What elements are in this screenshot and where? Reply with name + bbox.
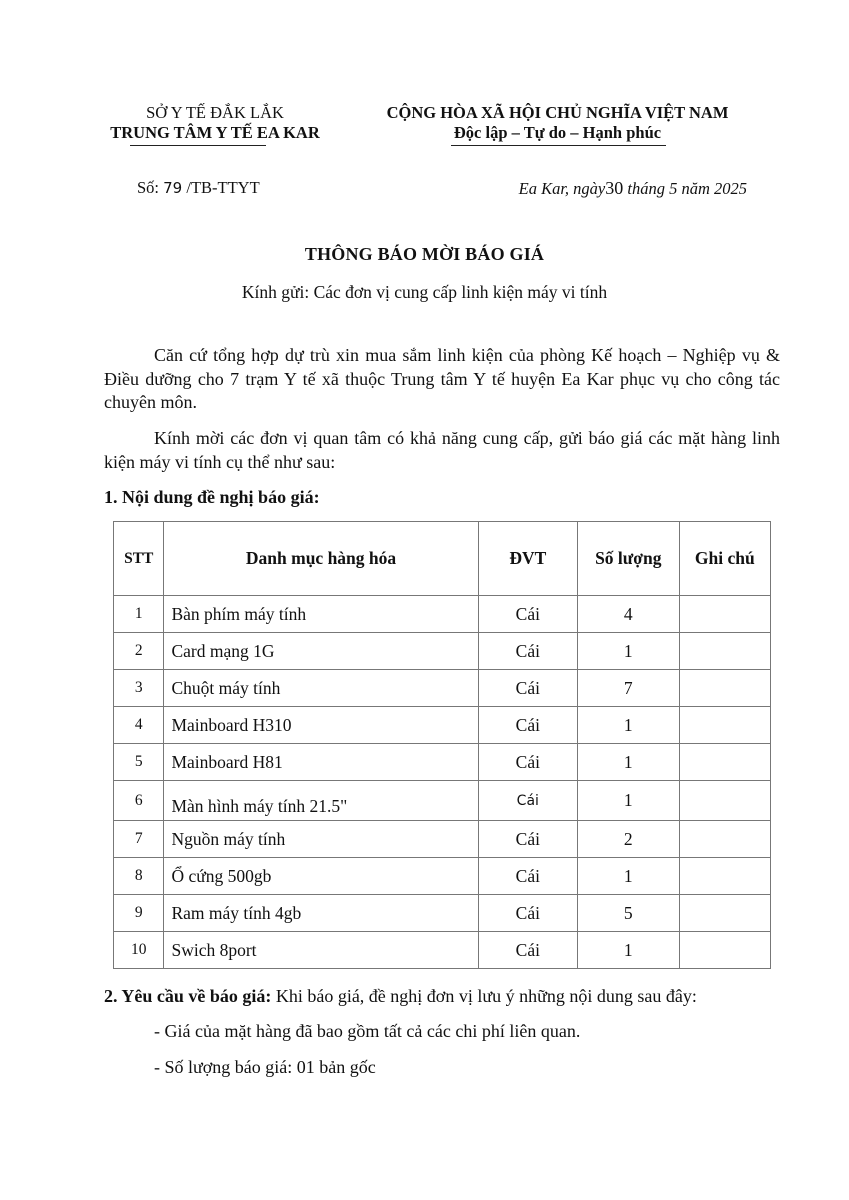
- cell-note: [679, 895, 770, 932]
- cell-quantity: 2: [578, 821, 680, 858]
- table-row: [114, 821, 771, 858]
- cell-unit: Cái: [478, 895, 577, 932]
- requirement-copies: - Số lượng báo giá: 01 bản gốc: [154, 1057, 376, 1077]
- cell-item-name: Mainboard H81: [164, 744, 478, 781]
- recipient-line: Kính gửi: Các đơn vị cung cấp linh kiện máy vi tính: [241, 282, 608, 302]
- cell-unit: Cái: [478, 781, 577, 821]
- issuer-block: [100, 103, 330, 143]
- section2: [104, 986, 804, 1007]
- cell-stt: 3: [114, 670, 164, 707]
- cell-note: [679, 670, 770, 707]
- national-motto: Độc lập – Tự do – Hạnh phúc: [453, 123, 662, 142]
- parent-agency: SỞ Y TẾ ĐẮK LẮK: [146, 103, 284, 122]
- items-table: [113, 521, 771, 969]
- cell-stt: 2: [114, 633, 164, 670]
- cell-quantity: 1: [578, 707, 680, 744]
- cell-stt: 1: [114, 596, 164, 633]
- cell-unit: Cái: [478, 633, 577, 670]
- national-title: CỘNG HÒA XÃ HỘI CHỦ NGHĨA VIỆT NAM: [386, 103, 729, 122]
- header-note: Ghi chú: [679, 522, 770, 596]
- cell-unit: Cái: [478, 744, 577, 781]
- cell-unit: Cái: [478, 858, 577, 895]
- national-motto-block: [360, 103, 755, 143]
- cell-quantity: 1: [578, 858, 680, 895]
- cell-quantity: 4: [578, 596, 680, 633]
- section2-intro: Khi báo giá, đề nghị đơn vị lưu ý những nội dung sau đây:: [271, 986, 697, 1006]
- cell-stt: 8: [114, 858, 164, 895]
- cell-item-name: Swich 8port: [164, 932, 478, 969]
- cell-quantity: 5: [578, 895, 680, 932]
- cell-item-name: Màn hình máy tính 21.5": [164, 781, 478, 821]
- cell-unit: Cái: [478, 670, 577, 707]
- header-item-name: Danh mục hàng hóa: [164, 522, 478, 596]
- place-and-date: [519, 178, 747, 199]
- cell-note: [679, 932, 770, 969]
- paragraph-invitation: Kính mời các đơn vị quan tâm có khả năng cung cấp, gửi báo giá các mặt hàng linh kiện máy vi tính cụ thể như sau:: [104, 428, 780, 472]
- place-prefix: Ea Kar, ngày: [518, 179, 606, 198]
- document-title: THÔNG BÁO MỜI BÁO GIÁ: [304, 244, 545, 264]
- table-row: [114, 932, 771, 969]
- cell-item-name: Chuột máy tính: [164, 670, 478, 707]
- date-day: 30: [605, 178, 624, 198]
- table-row: [114, 670, 771, 707]
- cell-stt: 4: [114, 707, 164, 744]
- header-stt: STT: [114, 522, 164, 596]
- cell-note: [679, 781, 770, 821]
- table-row: [114, 744, 771, 781]
- header-quantity: Số lượng: [578, 522, 680, 596]
- paragraph-basis: Căn cứ tổng hợp dự trù xin mua sắm linh kiện của phòng Kế hoạch – Nghiệp vụ & Điều dưỡng cho 7 trạm Y tế xã thuộc Trung tâm Y tế huyện Ea Kar phục vụ cho công tác chuyên môn.: [104, 345, 780, 412]
- cell-item-name: Card mạng 1G: [164, 633, 478, 670]
- cell-unit: Cái: [478, 821, 577, 858]
- cell-item-name: Mainboard H310: [164, 707, 478, 744]
- cell-note: [679, 707, 770, 744]
- cell-stt: 7: [114, 821, 164, 858]
- cell-quantity: 7: [578, 670, 680, 707]
- cell-stt: 9: [114, 895, 164, 932]
- cell-stt: 6: [114, 781, 164, 821]
- cell-item-name: Ram máy tính 4gb: [164, 895, 478, 932]
- cell-note: [679, 596, 770, 633]
- table-row: [114, 707, 771, 744]
- motto-underline: [451, 145, 666, 146]
- table-row: [114, 781, 771, 821]
- table-row: [114, 633, 771, 670]
- cell-note: [679, 821, 770, 858]
- table-row: [114, 895, 771, 932]
- cell-note: [679, 744, 770, 781]
- cell-stt: 5: [114, 744, 164, 781]
- document-number-prefix: Số:: [137, 178, 164, 197]
- cell-note: [679, 858, 770, 895]
- cell-quantity: 1: [578, 744, 680, 781]
- section2-heading: 2. Yêu cầu về báo giá:: [104, 986, 272, 1006]
- table-row: [114, 596, 771, 633]
- cell-item-name: Bàn phím máy tính: [164, 596, 478, 633]
- section1-heading: 1. Nội dung đề nghị báo giá:: [104, 487, 320, 507]
- issuer-underline: [130, 145, 266, 146]
- cell-stt: 10: [114, 932, 164, 969]
- requirement-price: - Giá của mặt hàng đã bao gồm tất cả các chi phí liên quan.: [154, 1021, 581, 1041]
- cell-quantity: 1: [578, 781, 680, 821]
- date-month-year: tháng 5 năm 2025: [623, 179, 747, 198]
- cell-quantity: 1: [578, 633, 680, 670]
- cell-note: [679, 633, 770, 670]
- cell-item-name: Ổ cứng 500gb: [164, 858, 478, 895]
- cell-unit: Cái: [478, 596, 577, 633]
- cell-quantity: 1: [578, 932, 680, 969]
- document-number-value: 79: [163, 179, 183, 197]
- cell-item-name: Nguồn máy tính: [164, 821, 478, 858]
- table-header-row: [114, 522, 771, 596]
- issuing-agency: TRUNG TÂM Y TẾ EA KAR: [110, 123, 320, 142]
- table-row: [114, 858, 771, 895]
- header-unit: ĐVT: [478, 522, 577, 596]
- cell-unit: Cái: [478, 932, 577, 969]
- document-number: [137, 178, 260, 198]
- cell-unit: Cái: [478, 707, 577, 744]
- document-number-suffix: /TB-TTYT: [182, 178, 260, 197]
